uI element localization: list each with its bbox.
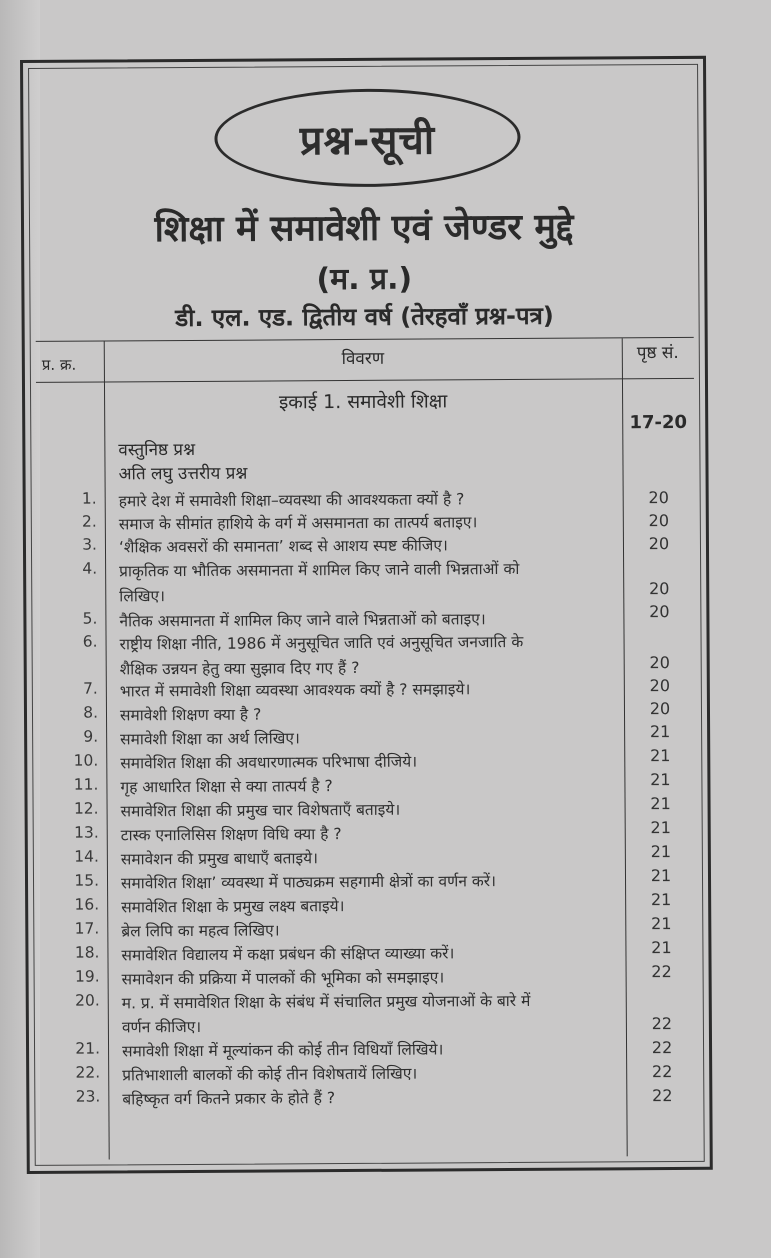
question-text: म. प्र. में समावेशित शिक्षा के संबंध में संचालित प्रमुख योजनाओं के बारे में — [121, 991, 531, 1013]
page-number: 21 — [651, 914, 672, 934]
question-number: 18. — [74, 943, 100, 962]
question-text: गृह आधारित शिक्षा से क्या तात्पर्य है ? — [120, 777, 333, 797]
question-text: समावेशन की प्रक्रिया में पालकों की भूमिका को समझाइए। — [121, 968, 445, 989]
header-number: प्र. क्र. — [41, 355, 77, 374]
contents-table — [36, 337, 699, 1160]
objective-questions-label: वस्तुनिष्ठ प्रश्न — [118, 439, 196, 461]
question-number: 13. — [74, 823, 99, 842]
question-number: 3. — [82, 535, 98, 554]
page-number: 22 — [651, 962, 672, 982]
page-number: 22 — [651, 1038, 673, 1058]
question-text: समावेशी शिक्षा का अर्थ लिखिए। — [120, 729, 300, 749]
question-number: 23. — [75, 1087, 101, 1106]
question-number: 2. — [81, 512, 97, 531]
header-page: पृष्ठ सं. — [636, 342, 679, 364]
question-number: 5. — [82, 609, 98, 628]
page-number: 21 — [649, 722, 671, 742]
table-row — [37, 581, 695, 609]
question-text: समावेशित विद्यालय में कक्षा प्रबंधन की संक्षिप्त व्याख्या करें। — [121, 944, 455, 965]
question-text: वर्णन कीजिए। — [121, 1017, 202, 1037]
question-number: 16. — [74, 895, 100, 914]
question-text: प्राकृतिक या भौतिक असमानता में शामिल किए जाने वाली भिन्नताओं को — [119, 559, 520, 581]
page-number: 20 — [649, 676, 671, 696]
question-text: समावेशित शिक्षा के प्रमुख लक्ष्य बताइये। — [121, 897, 345, 917]
question-number: 8. — [83, 703, 99, 722]
question-text: शैक्षिक उन्नयन हेतु क्या सुझाव दिए गए हैं ? — [119, 658, 360, 679]
table-row — [37, 556, 695, 584]
unit-heading: इकाई 1. समावेशी शिक्षा — [278, 390, 448, 414]
page-number: 20 — [649, 653, 670, 673]
question-text: हमारे देश में समावेशी शिक्षा–व्यवस्था की आवश्यकता क्यों है ? — [118, 490, 465, 511]
table-row — [37, 629, 695, 657]
page-number: 21 — [650, 890, 672, 910]
page-number: 22 — [651, 1062, 673, 1082]
course-label: डी. एल. एड. द्वितीय वर्ष (तेरहवाँ प्रश्न-पत्र) — [175, 301, 554, 333]
question-text: टास्क एनालिसिस शिक्षण विधि क्या है ? — [120, 825, 342, 845]
page-number: 21 — [650, 770, 671, 790]
contents-frame — [20, 56, 713, 1174]
question-text: बहिष्कृत वर्ग कितने प्रकार के होते हैं ? — [122, 1089, 336, 1109]
table-row — [40, 1084, 698, 1112]
state-label: (म. प्र.) — [316, 261, 413, 298]
page-number: 20 — [648, 511, 670, 531]
page-number: 20 — [648, 488, 669, 508]
page-number: 21 — [650, 842, 672, 862]
header-description: विवरण — [341, 348, 385, 370]
question-number: 17. — [74, 919, 100, 938]
question-text: ब्रेल लिपि का महत्व लिखिए। — [121, 921, 280, 941]
question-number: 7. — [82, 679, 98, 698]
question-number: 4. — [82, 559, 98, 578]
page-number: 20 — [649, 602, 670, 622]
question-number: 10. — [73, 751, 99, 770]
page-number: 22 — [651, 1014, 673, 1034]
question-text: समावेशी शिक्षा में मूल्यांकन की कोई तीन विधियाँ लिखिये। — [122, 1040, 444, 1061]
question-text: ‘शैक्षिक अवसरों की समानता’ शब्द से आशय स्पष्ट कीजिए। — [118, 536, 448, 557]
table-header — [36, 338, 694, 383]
page-number: 20 — [648, 534, 670, 554]
question-number: 12. — [73, 799, 99, 818]
question-text: राष्ट्रीय शिक्षा नीति, 1986 में अनुसूचित जाति एवं अनुसूचित जनजाति के — [119, 632, 524, 654]
page-number: 21 — [650, 794, 671, 814]
question-text: लिखिए। — [119, 587, 166, 606]
contents-inner-border — [28, 64, 705, 1166]
page-number: 21 — [651, 938, 672, 958]
question-text: नैतिक असमानता में शामिल किए जाने वाले भिन्नताओं को बताइए। — [119, 610, 486, 631]
short-questions-label: अति लघु उत्तरीय प्रश्न — [118, 463, 248, 485]
title-oval — [214, 88, 521, 188]
question-text: समावेशित शिक्षा की प्रमुख चार विशेषताएँ बताइये। — [120, 800, 401, 821]
question-number: 14. — [74, 847, 99, 866]
question-text: समावेशी शिक्षण क्या है ? — [119, 705, 262, 725]
question-number: 15. — [74, 871, 100, 890]
page-number: 21 — [650, 818, 671, 838]
question-number: 19. — [74, 967, 100, 986]
page-number: 21 — [650, 866, 672, 886]
question-number: 6. — [82, 632, 98, 651]
question-number: 11. — [73, 775, 99, 794]
page-number: 20 — [649, 699, 671, 719]
page-number: 22 — [652, 1086, 673, 1106]
page-number: 20 — [648, 579, 670, 599]
question-text: समावेशन की प्रमुख बाधाएँ बताइये। — [120, 849, 319, 869]
question-number: 9. — [83, 727, 99, 746]
question-text: भारत में समावेशी शिक्षा व्यवस्था आवश्यक क्यों है ? समझाइये। — [119, 680, 471, 701]
question-number: 20. — [75, 991, 100, 1010]
page-title: प्रश्न-सूची — [299, 116, 436, 164]
subject-title: शिक्षा में समावेशी एवं जेण्डर मुद्दे — [154, 206, 574, 251]
question-number: 1. — [81, 489, 97, 508]
question-text: प्रतिभाशाली बालकों की कोई तीन विशेषतायें लिखिए। — [122, 1064, 418, 1085]
question-text: समावेशित शिक्षा की अवधारणात्मक परिभाषा दीजिये। — [120, 752, 418, 773]
question-number: 22. — [75, 1063, 101, 1082]
page-number: 21 — [650, 746, 671, 766]
question-text: समाज के सीमांत हाशिये के वर्ग में असमानता का तात्पर्य बताइए। — [118, 513, 478, 534]
question-number: 21. — [75, 1039, 101, 1058]
objective-pages: 17-20 — [629, 411, 688, 434]
question-text: समावेशित शिक्षा’ व्यवस्था में पाठ्यक्रम सहगामी क्षेत्रों का वर्णन करें। — [120, 872, 497, 893]
